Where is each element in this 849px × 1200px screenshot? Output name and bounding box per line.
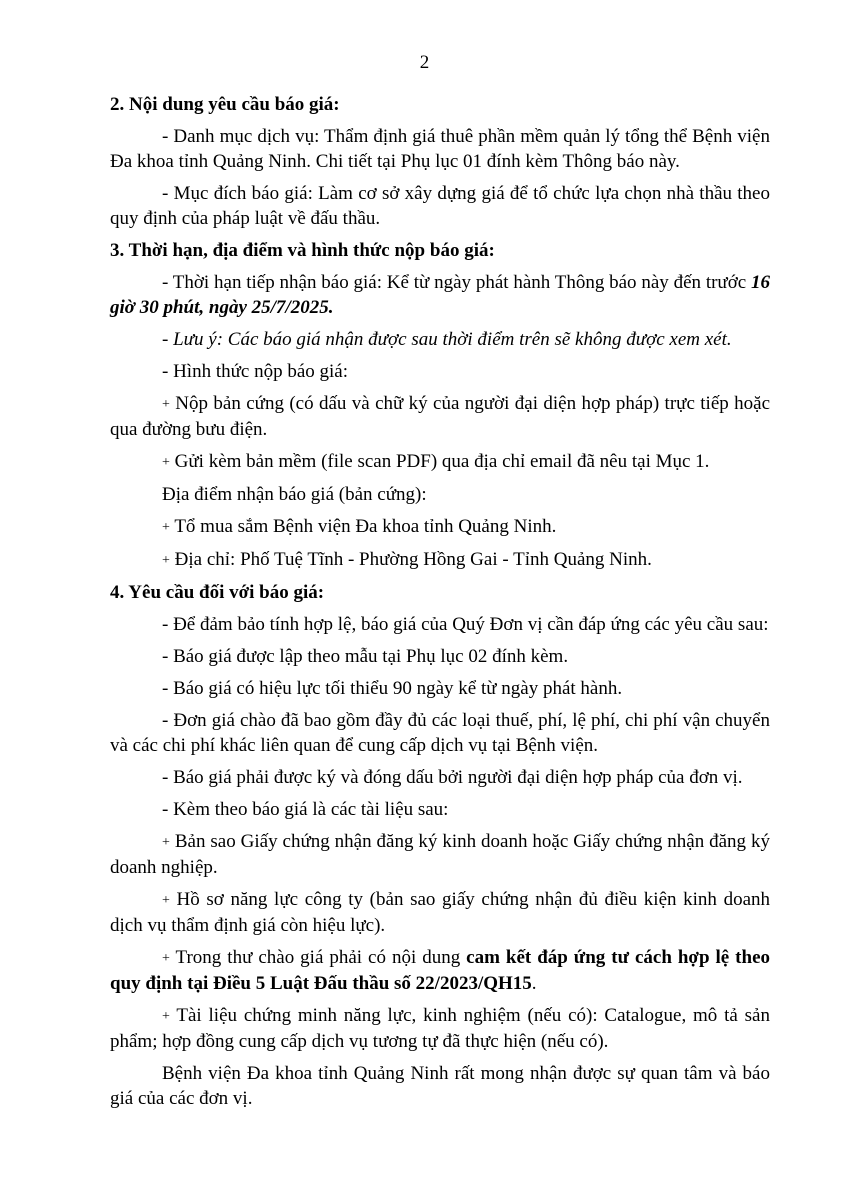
document-body <box>110 92 770 1118</box>
requirement-paragraph: - Báo giá phải được ký và đóng dấu bởi người đại diện hợp pháp của đơn vị. <box>162 767 743 788</box>
commitment-bold: cam kết đáp ứng tư cách hợp lệ theo quy định tại Điều 5 Luật Đấu thầu số 22/2023/QH15 <box>110 947 770 994</box>
location-item-text: Địa chỉ: Phố Tuệ Tĩnh - Phường Hồng Gai - Tỉnh Quảng Ninh. <box>174 549 652 570</box>
doc-item <box>110 829 770 880</box>
section-2-heading: 2. Nội dung yêu cầu báo giá: <box>110 94 340 115</box>
method-item-text: Nộp bản cứng (có dấu và chữ ký của người đại diện hợp pháp) trực tiếp hoặc qua đường bưu điện. <box>110 393 770 440</box>
plus-bullet-icon: + <box>162 893 170 908</box>
plus-bullet-icon: + <box>162 455 170 470</box>
plus-bullet-icon: + <box>162 397 170 412</box>
requirement-paragraph: - Báo giá có hiệu lực tối thiểu 90 ngày kể từ ngày phát hành. <box>162 678 623 699</box>
doc-item-text: Tài liệu chứng minh năng lực, kinh nghiệm (nếu có): Catalogue, mô tả sản phẩm; hợp đồng cung cấp dịch vụ tương tự đã thực hiện (nếu có). <box>110 1005 770 1052</box>
commitment-suffix: . <box>531 973 537 994</box>
section-4-heading: 4. Yêu cầu đối với báo giá: <box>110 582 325 603</box>
plus-bullet-icon: + <box>162 1009 170 1024</box>
closing-paragraph: Bệnh viện Đa khoa tỉnh Quảng Ninh rất mong nhận được sự quan tâm và báo giá của các đơn vị. <box>110 1063 770 1109</box>
location-item-text: Tổ mua sắm Bệnh viện Đa khoa tỉnh Quảng Ninh. <box>174 516 557 537</box>
requirement-paragraph: - Để đảm bảo tính hợp lệ, báo giá của Quý Đơn vị cần đáp ứng các yêu cầu sau: <box>162 614 769 635</box>
plus-bullet-icon: + <box>162 835 170 850</box>
plus-bullet-icon: + <box>162 520 170 535</box>
requirement-paragraph: - Báo giá được lập theo mẫu tại Phụ lục 02 đính kèm. <box>162 646 569 667</box>
location-label: Địa điểm nhận báo giá (bản cứng): <box>162 484 427 505</box>
doc-item-text: Bản sao Giấy chứng nhận đăng ký kinh doanh hoặc Giấy chứng nhận đăng ký doanh nghiệp. <box>110 831 770 878</box>
service-list-paragraph: - Danh mục dịch vụ: Thẩm định giá thuê phần mềm quản lý tổng thể Bệnh viện Đa khoa tỉnh Quảng Ninh. Chi tiết tại Phụ lục 01 đính kèm Thông báo này. <box>110 126 770 172</box>
page-number: 2 <box>419 52 430 73</box>
doc-item <box>110 887 770 938</box>
purpose-paragraph: - Mục đích báo giá: Làm cơ sở xây dựng giá để tổ chức lựa chọn nhà thầu theo quy định của pháp luật về đấu thầu. <box>110 183 770 229</box>
doc-item-text: Hồ sơ năng lực công ty (bản sao giấy chứng nhận đủ điều kiện kinh doanh dịch vụ thẩm định giá còn hiệu lực). <box>110 889 770 936</box>
method-item-text: Gửi kèm bản mềm (file scan PDF) qua địa chỉ email đã nêu tại Mục 1. <box>174 451 710 472</box>
commitment-prefix: Trong thư chào giá phải có nội dung <box>175 947 467 968</box>
section-3-heading: 3. Thời hạn, địa điểm và hình thức nộp báo giá: <box>110 240 495 261</box>
plus-bullet-icon: + <box>162 951 170 966</box>
deadline-value: 16 giờ 30 phút, ngày 25/7/2025. <box>110 272 770 318</box>
commitment-item <box>110 945 770 996</box>
note-paragraph: - Lưu ý: Các báo giá nhận được sau thời điểm trên sẽ không được xem xét. <box>162 329 732 350</box>
plus-bullet-icon: + <box>162 553 170 568</box>
deadline-prefix: - Thời hạn tiếp nhận báo giá: Kể từ ngày phát hành Thông báo này đến trước <box>162 272 751 293</box>
method-item <box>110 391 770 442</box>
method-item <box>110 449 770 475</box>
location-item <box>110 547 770 573</box>
deadline-paragraph <box>110 270 770 320</box>
requirement-paragraph: - Kèm theo báo giá là các tài liệu sau: <box>162 799 449 820</box>
location-item <box>110 514 770 540</box>
requirement-paragraph: - Đơn giá chào đã bao gồm đầy đủ các loại thuế, phí, lệ phí, chi phí vận chuyển và các chi phí khác liên quan để cung cấp dịch vụ tại Bệnh viện. <box>110 710 770 756</box>
doc-item <box>110 1003 770 1054</box>
method-label: - Hình thức nộp báo giá: <box>162 361 349 382</box>
